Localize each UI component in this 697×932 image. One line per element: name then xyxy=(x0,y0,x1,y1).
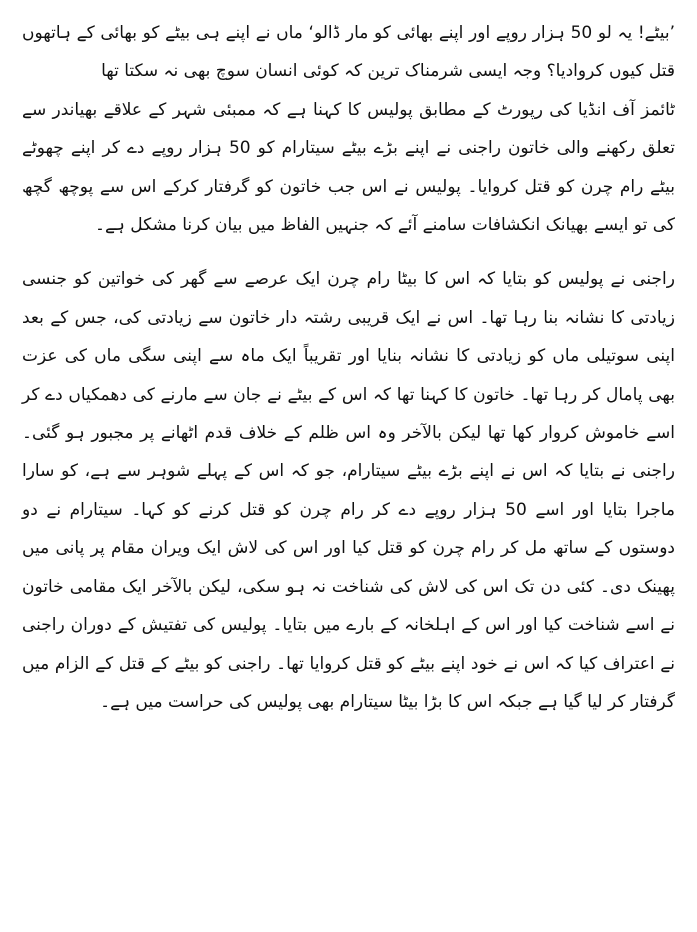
article-paragraph-intro: ٹائمز آف انڈیا کی رپورٹ کے مطابق پولیس کا کہنا ہے کہ ممبئی شہر کے علاقے بھیاندر سے تعلق رکھنے والی خاتون راجنی نے اپنے بڑے بیٹے سیتارام کو 50 ہزار روپے دے کر اپنے چھوٹے بیٹے رام چرن کو قتل کروایا۔ پولیس نے اس جب خاتون کو گرفتار کرکے اس سے پوچھ گچھ کی تو ایسے بھیانک انکشافات سامنے آئے کہ جنہیں الفاظ میں بیان کرنا مشکل ہے۔ xyxy=(22,99,675,236)
article-paragraph-body: راجنی نے پولیس کو بتایا کہ اس کا بیٹا رام چرن ایک عرصے سے گھر کی خواتین کو جنسی زیادتی کا نشانہ بنا رہا تھا۔ اس نے ایک قریبی رشتہ دار خاتون سے زیادتی کی، جس کے بعد اپنی سوتیلی ماں کو زیادتی کا نشانہ بنایا اور تقریباً ایک ماہ سے اپنی سگی ماں کی عزت بھی پامال کر رہا تھا۔ خاتون کا کہنا تھا کہ اس کے بیٹے نے جان سے مارنے کی دھمکیاں دے کر اسے خاموش کروار کھا تھا لیکن بالآخر وہ اس ظلم کے خلاف قدم اٹھانے پر مجبور ہو گئی۔ راجنی نے بتایا کہ اس نے اپنے بڑے بیٹے سیتارام، جو کہ اس کے پہلے شوہر سے ہے، کو سارا ماجرا بتایا اور اسے 50 ہزار روپے دے کر رام چرن کو قتل کرنے کو کہا۔ سیتارام نے دو دوستوں کے ساتھ مل کر رام چرن کو قتل کیا اور اس کی لاش ایک ویران مقام پر پانی میں پھینک دی۔ کئی دن تک اس کی لاش کی شناخت نہ ہو سکی، لیکن بالآخر ایک مقامی خاتون نے اسے شناخت کیا اور اس کے اہلخانہ کے بارے میں بتایا۔ پولیس کی تفتیش کے دوران راجنی نے اعتراف کیا کہ اس نے خود اپنے بیٹے کو قتل کروایا تھا۔ راجنی کو بیٹے کے قتل کے الزام میں گرفتار کر لیا گیا ہے جبکہ اس کا بڑا بیٹا سیتارام بھی پولیس کی حراست میں ہے۔ xyxy=(22,269,675,712)
article-headline: ’بیٹے! یہ لو 50 ہزار روپے اور اپنے بھائی کو مار ڈالو‘ ماں نے اپنے ہی بیٹے کو بھائی کے ہاتھوں قتل کیوں کروادیا؟ وجہ ایسی شرمناک ترین کہ کوئی انسان سوچ بھی نہ سکتا تھا xyxy=(22,23,675,82)
